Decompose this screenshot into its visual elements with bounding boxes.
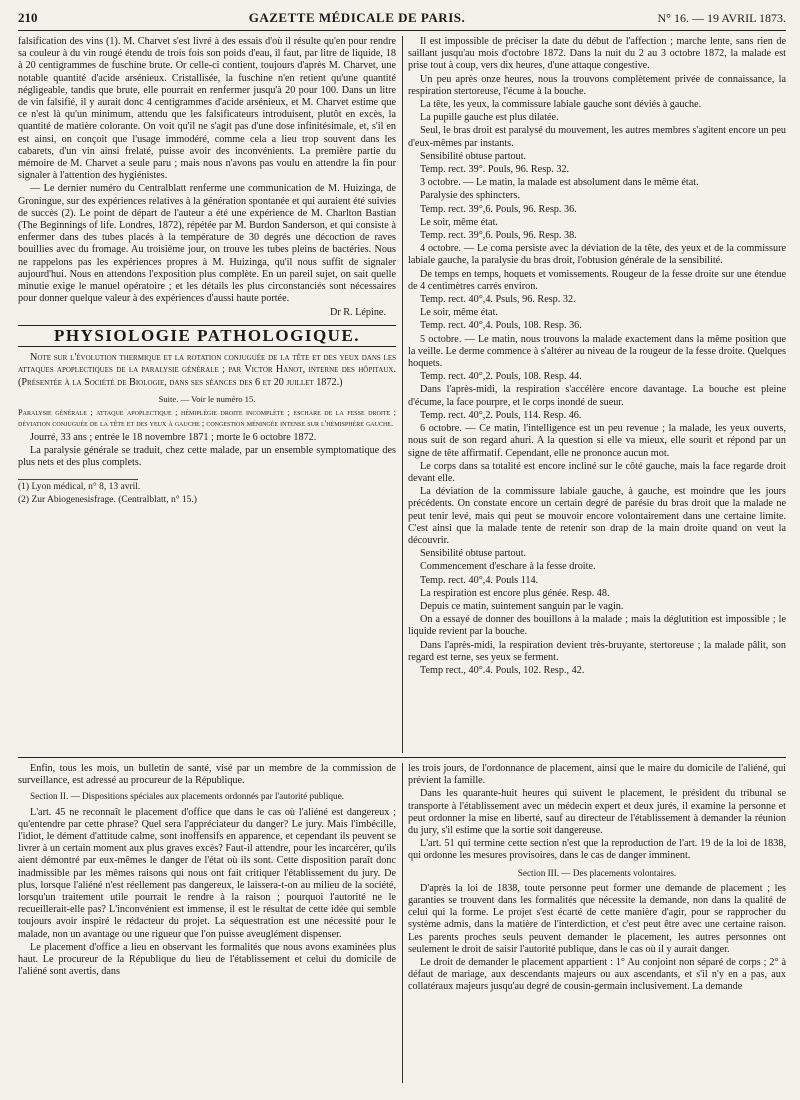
page-number: 210 <box>18 10 38 25</box>
section-heading: Section II. — Dispositions spéciales aux placements ordonnés par l'autorité publique. <box>30 791 344 802</box>
issue-date: N° 16. — 19 AVRIL 1873. <box>657 11 786 25</box>
paragraph: Temp. rect. 40°,4. Pouls, 108. Resp. 36. <box>420 320 582 332</box>
bottom-left-column <box>18 763 396 1083</box>
page-header <box>18 10 786 26</box>
paragraph: Jourré, 33 ans ; entrée le 18 novembre 1871 ; morte le 6 octobre 1872. <box>30 431 317 443</box>
footnote: (2) Zur Abiogenesisfrage. (Centralblatt, n° 15.) <box>18 494 197 505</box>
paragraph: Sensibilité obtuse partout. <box>420 150 527 162</box>
section-title: PHYSIOLOGIE PATHOLOGIQUE. <box>18 325 396 347</box>
paragraph: Seul, le bras droit est paralysé du mouvement, les autres membres s'agitent encore un peu d'eux-mêmes par instants. <box>408 125 786 149</box>
journal-title: GAZETTE MÉDICALE DE PARIS. <box>248 10 466 25</box>
paragraph: 5 octobre. — Le matin, nous trouvons la malade exactement dans la même position que la veille. Le derme commence à s'altérer au niveau de la rougeur de la fesse droite. Quelques hoquets. <box>408 333 786 370</box>
paragraph: Temp. rect. 40°,2. Pouls, 114. Resp. 46. <box>420 409 582 421</box>
paragraph: Temp. rect. 39°. Pouls, 96. Resp. 32. <box>420 164 570 176</box>
paragraph: Commencement d'eschare à la fesse droite. <box>420 561 596 573</box>
footnote: (1) Lyon médical, n° 8, 13 avril. <box>18 482 141 493</box>
paragraph: 3 octobre. — Le matin, la malade est absolument dans le même état. <box>420 177 699 189</box>
paragraph: Le soir, même état. <box>420 307 498 319</box>
paragraph: La paralysie générale se traduit, chez cette malade, par un ensemble symptomatique des plus nets et des plus complets. <box>18 445 396 469</box>
paragraph: — Le dernier numéro du Centralblatt renferme une communication de M. Huizinga, de Groningue, sur des expériences relatives à la génération spontanée et qui auraient été suivies de succès (2). Le point de départ de l'auteur a été une expérience de M. Charlton Bastian (The Beginnings of life. Londres, 1872), répétée par M. Burdon Sanderson, et qui consiste à enfermer dans des tubes placés à la température de 30 degrés une décoction de raves bouillies avec du fromage. Au troisième jour, on trouve les tubes pleins de bactéries. Nous ne rappelons pas les expériences propres à M. Huizinga, qu'il nous suffit de signaler aujourd'hui. Nous en attendons l'exposition plus complète. En un pareil sujet, on sait quelle minutie exige le manuel opératoire ; et les détails les plus circonstanciés sont nécessaires pour donner quelque valeur à des expériences d'aussi haute portée. <box>18 183 396 305</box>
section-divider-rule <box>18 757 786 758</box>
paragraph: Dans l'après-midi, la respiration s'accélère encore davantage. La bouche est pleine d'écume, la face pourpre, et le corps inondé de sueur. <box>408 384 786 408</box>
top-left-column <box>18 36 396 753</box>
top-columns <box>18 36 786 753</box>
bottom-columns <box>18 763 786 1083</box>
paragraph: Enfin, tous les mois, un bulletin de santé, visé par un membre de la commission de surveillance, est adressé au procureur de la République. <box>18 763 396 787</box>
column-divider <box>402 36 403 753</box>
bottom-right-column <box>408 763 786 1083</box>
paragraph: les trois jours, de l'ordonnance de placement, ainsi que le maire du domicile de l'aliéné, qui prévient la famille. <box>408 763 786 787</box>
paragraph: Dans les quarante-huit heures qui suivent le placement, le président du tribunal se transporte à l'établissement avec un médecin expert et deux jurés, il examine la personne et peut ordonner la mise en liberté, sauf au directeur de l'établissement à demander la réunion du jury, s'il estime que la sortie soit dangereuse. <box>408 788 786 837</box>
paragraph: Temp. rect. 40°,4. Pouls 114. <box>420 574 539 586</box>
suite-note: Suite. — Voir le numéro 15. <box>158 393 256 404</box>
paragraph: L'art. 45 ne reconnaît le placement d'office que dans le cas où l'aliéné est dangereux ; qu'entendre par cette phrase? Quel sera l'appréciateur du danger? Le jury. Mais l'imbécille, l'idiot, le dément d'attitude calme, sont inoffensifs en apparence, et cependant ils peuvent se livrer à un certain moment aux plus graves excès? Faut-il attendre, pour les incarcérer, qu'ils aient démontré par eux-mêmes le danger de l'état où ils sont. Cette disposition paraît donc inadmissible par les mêmes raisons qui nous ont fait critiquer l'établissement du jury. De plus, lorsque l'aliéné n'est réellement pas dangereux, le laissera-t-on au milieu de la société, lorsqu'un traitement utile pourrait le rendre à la raison ; pourquoi l'autorité ne le recueillerait-elle pas? L'inconvénient est immense, il est le résultat de cette idée qui semble toujours avoir inspiré le rédacteur du projet. La séquestration est une nécessité pour le malade, non un avantage ou une rigueur que l'on puisse aveuglément dispenser. <box>18 806 396 940</box>
paragraph: Le soir, même état. <box>420 216 498 228</box>
paragraph: On a essayé de donner des bouillons à la malade ; mais la déglutition est impossible ; le liquide revient par la bouche. <box>408 614 786 638</box>
signature: Dr R. Lépine. <box>329 307 386 319</box>
paragraph: Temp. rect. 40°,2. Pouls, 108. Resp. 44. <box>420 371 582 383</box>
paragraph: Le droit de demander le placement appartient : 1° Au conjoint non séparé de corps ; 2° à défaut de mariage, aux descendants majeurs ou aux ascendants, et s'il n'y en a pas, aux collatéraux majeurs jusqu'au degré de cousin-germain inclusivement. La demande <box>408 957 786 993</box>
paragraph: La pupille gauche est plus dilatée. <box>420 112 559 124</box>
header-rule <box>18 30 786 31</box>
paragraph: Il est impossible de préciser la date du début de l'affection ; marche lente, sans rien de saillant jusqu'au mois d'octobre 1872. Dans la nuit du 2 au 3 octobre 1872, la malade est prise tout à coup, vers dix heures, d'une attaque congestive. <box>408 36 786 72</box>
section-heading: Section III. — Des placements volontaires. <box>517 867 677 878</box>
note-title: Note sur l'évolution thermique et la rotation conjuguée de la tête et des yeux dans les attaques apoplectiques de la paralysie générale ; par Victor Hanot, interne des hôpitaux. (Présentée à la Société de Biologie, dans ses séances des 6 et 20 juillet 1872.) <box>18 351 396 389</box>
paragraph: falsification des vins (1). M. Charvet s'est livré à des essais d'où il résulte qu'en pour rendre sa couleur à du vin rougé étendu de trois fois son poids d'eau, il faut, par litre de liquide, 18 à 20 centigrammes de fuschine brute. Or celle-ci contient, toujours d'après M. Charvet, une notable quantité d'acide arsénieux. Cristallisée, la fuschine n'en retient qu'une quantité négligeable, tandis que brute, elle pourrait en renfermer jusqu'à 20 pour 100. Dans un litre de vin falsifié, il y aurait donc 4 centigrammes d'acide arsénieux, et M. Charvet estime que ce n'est là qu'un minimum, attendu que les falsificateurs introduisent, plutôt en excès, la quantité de matière colorante. On voit qu'il ne s'agit pas d'une dose infinitésimale, et, s'il en est ainsi, on conçoit que l'usage immodéré, comme cela a lieu trop souvent dans les cabarets, d'un vin ainsi frelaté, puisse avoir des inconvénients. La première partie du mémoire de M. Charvet a seule paru ; mais nous n'avons pas voulu en attendre la fin pour signaler à l'attention des hygiénistes. <box>18 36 396 182</box>
paragraph: Un peu après onze heures, nous la trouvons complètement privée de connaissance, la respiration stertoreuse, l'écume à la bouche. <box>408 73 786 97</box>
paragraph: 4 octobre. — Le coma persiste avec la déviation de la tête, des yeux et de la commissure labiale gauche, la paralysie du bras droit, l'obtusion générale de la sensibilité. <box>408 243 786 267</box>
paragraph: Dans l'après-midi, la respiration devient très-bruyante, stertoreuse ; la malade pâlit, son regard est terne, ses yeux se ferment. <box>408 639 786 663</box>
paragraph: Le placement d'office a lieu en observant les formalités que nous avons examinées plus haut. Le procureur de la République du lieu de l'établissement et celui du domicile de l'aliéné sont avertis, dans <box>18 941 396 978</box>
paragraph: D'après la loi de 1838, toute personne peut former une demande de placement ; les garanties se trouvent dans les formalités que nécessite la demande, non dans la qualité de celui qui la forme. Le projet s'est écarté de cette manière d'agir, pour se rapprocher du système admis, dans la matière de l'interdiction, et c'est peut être avec une certaine raison. Les parents proches seuls peuvent demander le placement, les autres personnes ont seulement le droit de saisir l'autorité publique, dans le cas où il y aurait danger. <box>408 882 786 955</box>
paragraph: 6 octobre. — Ce matin, l'intelligence est un peu revenue ; la malade, les yeux ouverts, nous suit de son regard ahuri. A la question si elle va mieux, elle sourit et répond par un signe de tête affirmatif. Cependant, elle ne prononce aucun mot. <box>408 423 786 459</box>
paragraph: L'art. 51 qui termine cette section n'est que la reproduction de l'art. 19 de la loi de 1838, qui ordonne les mesures provisoires, dans le cas de danger imminent. <box>408 838 786 862</box>
paragraph: Temp rect., 40°.4. Pouls, 102. Resp., 42. <box>420 664 585 676</box>
paragraph: Temp. rect. 39°,6. Pouls, 96. Resp. 38. <box>420 230 577 242</box>
paragraph: Paralysie des sphincters. <box>420 190 520 202</box>
top-right-column <box>408 36 786 753</box>
paragraph: La respiration est encore plus génée. Resp. 48. <box>420 587 610 599</box>
paragraph: Depuis ce matin, suintement sanguin par le vagin. <box>420 600 624 612</box>
paragraph: Le corps dans sa totalité est encore incliné sur le côté gauche, mais la face regarde droit devant elle. <box>408 460 786 484</box>
column-divider <box>402 763 403 1083</box>
paragraph: De temps en temps, hoquets et vomissements. Rougeur de la fesse droite sur une étendue de 4 centimètres carrés environ. <box>408 268 786 292</box>
paragraph: La tête, les yeux, la commissure labiale gauche sont déviés à gauche. <box>420 99 702 111</box>
footnote-rule <box>18 479 138 480</box>
paragraph: Temp. rect. 39°,6. Pouls, 96. Resp. 36. <box>420 203 577 215</box>
paragraph: Sensibilité obtuse partout. <box>420 548 527 560</box>
paragraph: Temp. rect. 40°,4. Psuls, 96. Resp. 32. <box>420 294 576 306</box>
paragraph: La déviation de la commissure labiale gauche, à gauche, est moindre que les jours précédents. On constate encore un certain degré de parésie du bras droit que la malade ne peut tenir levé, mais qui peut se mouvoir encore volontairement dans une certaine limite. C'est ainsi que la malade tente de retenir son drap de la main droite quand on veut la découvrir. <box>408 486 786 546</box>
keywords: Paralysie générale ; attaque apoplectique ; hémiplégie droite incomplète ; eschare de la fesse droite ; déviation conjuguée de la tête et des yeux à gauche ; congestion méningée intense sur l'hémisphère gauche. <box>18 407 396 428</box>
